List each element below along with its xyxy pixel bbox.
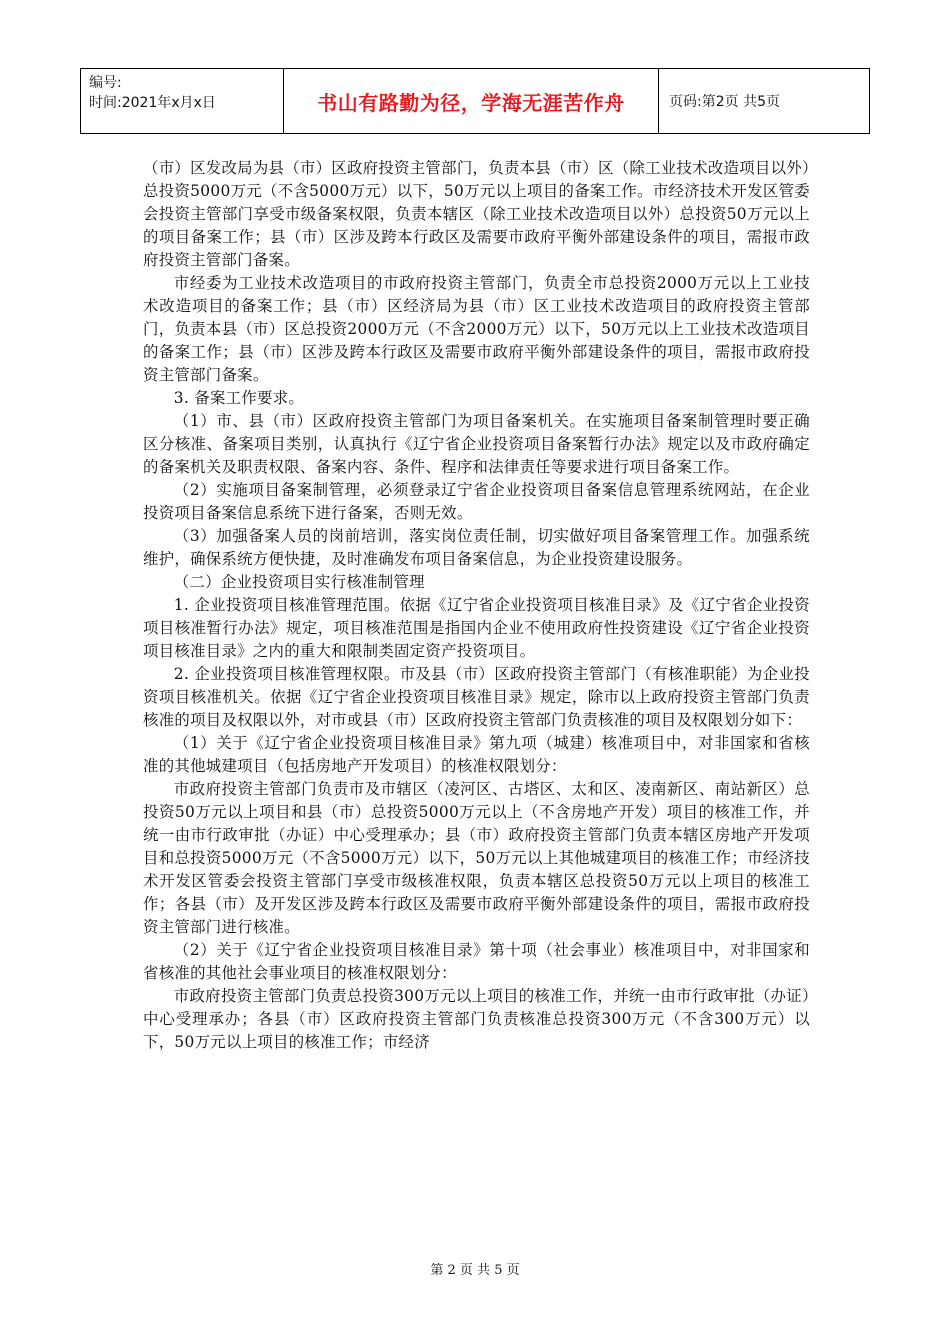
paragraph: 1. 企业投资项目核准管理范围。依据《辽宁省企业投资项目核准目录》及《辽宁省企业投资项目核准暂行办法》规定，项目核准范围是指国内企业不使用政府性投资建设《辽宁省企业投资项目核准目录》之内的重大和限制类固定资产投资项目。 [143, 596, 810, 660]
page-label: 页码:第2页 共5页 [669, 94, 780, 110]
header-table [80, 68, 870, 134]
paragraph: 3. 备案工作要求。 [173, 389, 305, 407]
paragraph: （市）区发改局为县（市）区政府投资主管部门，负责本县（市）区（除工业技术改造项目以外）总投资5000万元（不含5000万元）以下，50万元以上项目的备案工作。市经济技术开发区管委会投资主管部门享受市级备案权限，负责本辖区（除工业技术改造项目以外）总投资50万元以上的项目备案工作；县（市）区涉及跨本行政区及需要市政府平衡外部建设条件的项目，需报市政府投资主管部门备案。 [143, 159, 810, 269]
document-body [143, 157, 810, 1054]
paragraph: （3）加强备案人员的岗前培训，落实岗位责任制，切实做好项目备案管理工作。加强系统维护，确保系统方便快捷，及时准确发布项目备案信息，为企业投资建设服务。 [143, 527, 810, 568]
number-label: 编号: [89, 75, 122, 91]
paragraph: （1）关于《辽宁省企业投资项目核准目录》第九项（城建）核准项目中，对非国家和省核准的其他城建项目（包括房地产开发项目）的核准权限划分： [143, 734, 810, 775]
paragraph: （2）关于《辽宁省企业投资项目核准目录》第十项（社会事业）核准项目中，对非国家和省核准的其他社会事业项目的核准权限划分： [143, 941, 810, 982]
time-label: 时间:2021年x月x日 [89, 95, 216, 111]
page-footer: 第 2 页 共 5 页 [430, 1263, 520, 1278]
paragraph: 市经委为工业技术改造项目的市政府投资主管部门，负责全市总投资2000万元以上工业技术改造项目的备案工作；县（市）区经济局为县（市）区工业技术改造项目的政府投资主管部门，负责本县（市）区总投资2000万元（不含2000万元）以下，50万元以上工业技术改造项目的备案工作；县（市）区涉及跨本行政区及需要市政府平衡外部建设条件的项目，需报市政府投资主管部门备案。 [143, 274, 810, 384]
paragraph: 2. 企业投资项目核准管理权限。市及县（市）区政府投资主管部门（有核准职能）为企业投资项目核准机关。依据《辽宁省企业投资项目核准目录》规定，除市以上政府投资主管部门负责核准的项目及权限以外，对市或县（市）区政府投资主管部门负责核准的项目及权限划分如下： [143, 665, 810, 729]
motto: 书山有路勤为径，学海无涯苦作舟 [284, 69, 659, 133]
paragraph: （2）实施项目备案制管理，必须登录辽宁省企业投资项目备案信息管理系统网站，在企业投资项目备案信息系统下进行备案，否则无效。 [143, 481, 810, 522]
paragraph: （1）市、县（市）区政府投资主管部门为项目备案机关。在实施项目备案制管理时要正确区分核准、备案项目类别，认真执行《辽宁省企业投资项目备案暂行办法》规定以及市政府确定的备案机关及职责权限、备案内容、条件、程序和法律责任等要求进行项目备案工作。 [143, 412, 810, 476]
section-heading: （二）企业投资项目实行核准制管理 [173, 573, 425, 591]
paragraph: 市政府投资主管部门负责市及市辖区（凌河区、古塔区、太和区、凌南新区、南站新区）总投资50万元以上项目和县（市）总投资5000万元以上（不含房地产开发）项目的核准工作，并统一由市行政审批（办证）中心受理承办；县（市）政府投资主管部门负责本辖区房地产开发项目和总投资5000万元（不含5000万元）以下，50万元以上其他城建项目的核准工作；市经济技术开发区管委会投资主管部门享受市级核准权限，负责本辖区总投资50万元以上项目的核准工作；各县（市）及开发区涉及跨本行政区及需要市政府平衡外部建设条件的项目，需报市政府投资主管部门进行核准。 [143, 780, 810, 936]
header-meta [81, 69, 284, 133]
paragraph: 市政府投资主管部门负责总投资300万元以上项目的核准工作，并统一由市行政审批（办证）中心受理承办；各县（市）区政府投资主管部门负责核准总投资300万元（不含300万元）以下，50万元以上项目的核准工作；市经济 [143, 987, 810, 1051]
